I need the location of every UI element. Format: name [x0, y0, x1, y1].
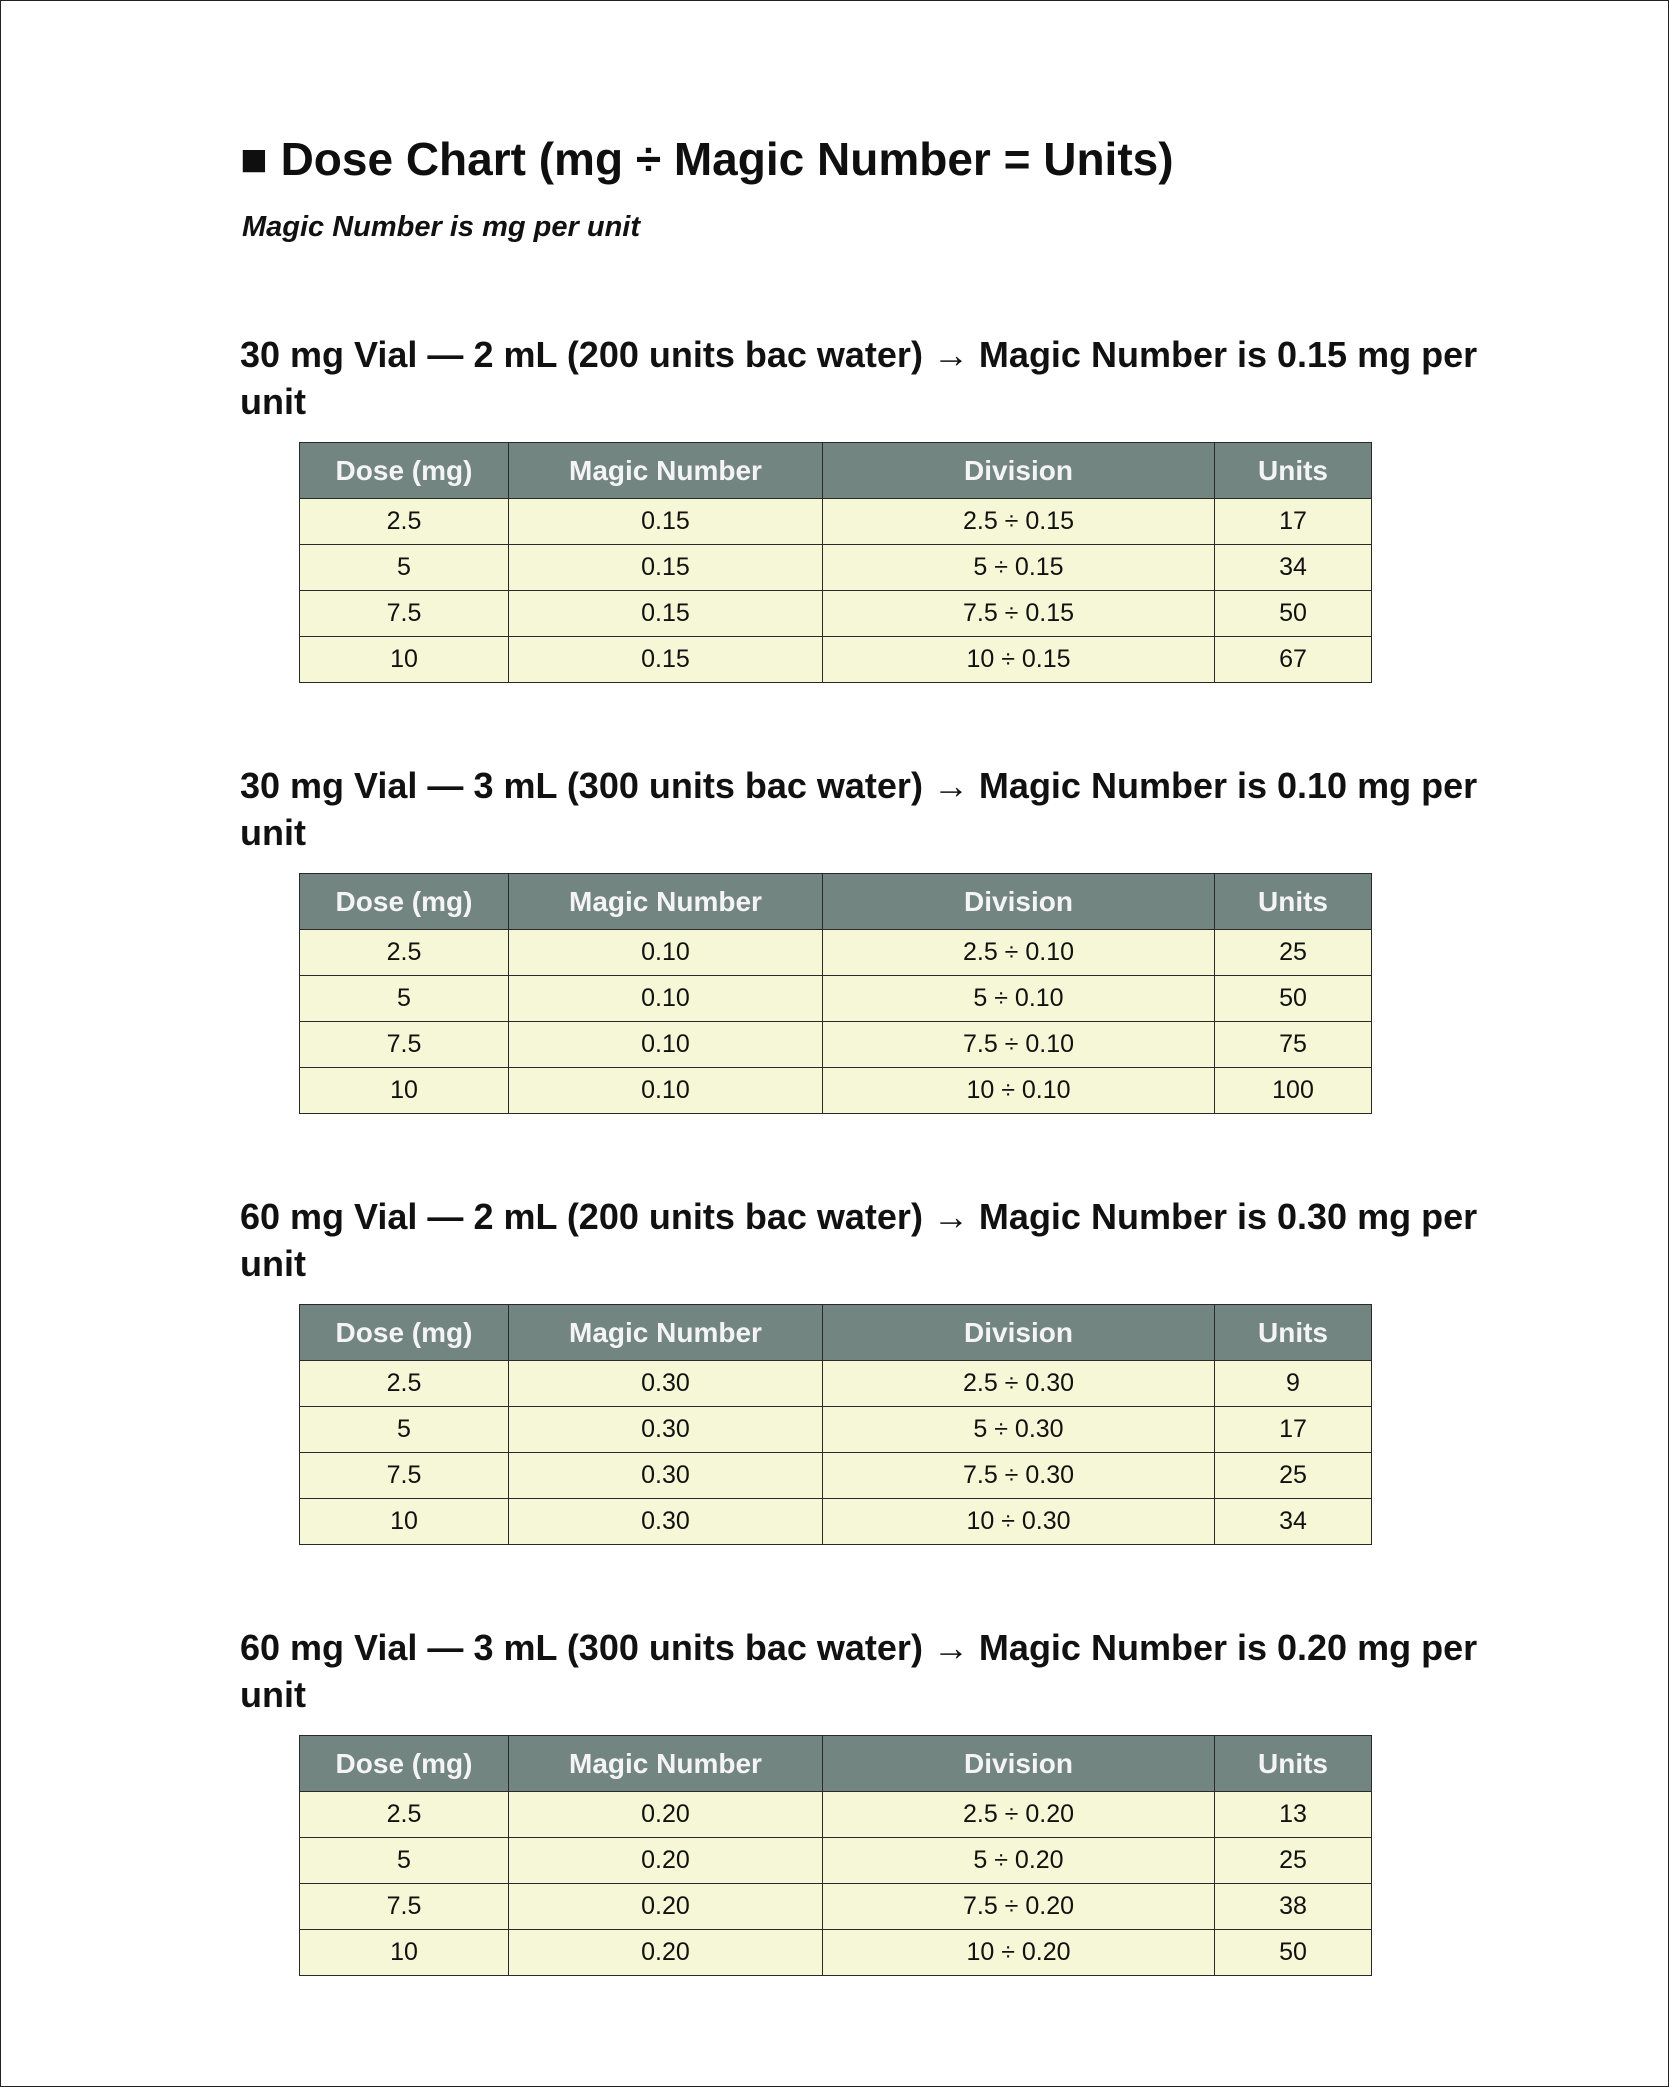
cell-division: 7.5 ÷ 0.10	[823, 1022, 1215, 1068]
header-division: Division	[823, 1736, 1215, 1792]
cell-magic-number: 0.30	[509, 1361, 823, 1407]
cell-magic-number: 0.30	[509, 1407, 823, 1453]
cell-dose: 5	[300, 545, 509, 591]
cell-magic-number: 0.10	[509, 1068, 823, 1114]
table-row	[300, 1068, 1372, 1114]
cell-units: 17	[1215, 1407, 1372, 1453]
cell-units: 25	[1215, 1838, 1372, 1884]
table-row	[300, 930, 1372, 976]
cell-units: 100	[1215, 1068, 1372, 1114]
cell-division: 5 ÷ 0.10	[823, 976, 1215, 1022]
dose-table	[299, 873, 1372, 1114]
cell-division: 2.5 ÷ 0.20	[823, 1792, 1215, 1838]
cell-dose: 2.5	[300, 1361, 509, 1407]
cell-dose: 7.5	[300, 1453, 509, 1499]
dose-section-30mg-2ml	[240, 331, 1480, 683]
header-division: Division	[823, 1305, 1215, 1361]
cell-dose: 7.5	[300, 1022, 509, 1068]
table-row	[300, 1792, 1372, 1838]
cell-magic-number: 0.30	[509, 1453, 823, 1499]
header-magic-number: Magic Number	[509, 1736, 823, 1792]
cell-dose: 5	[300, 976, 509, 1022]
cell-division: 5 ÷ 0.30	[823, 1407, 1215, 1453]
cell-division: 2.5 ÷ 0.30	[823, 1361, 1215, 1407]
dose-section-60mg-3ml	[240, 1624, 1480, 1976]
header-division: Division	[823, 874, 1215, 930]
cell-magic-number: 0.20	[509, 1838, 823, 1884]
table-row	[300, 1407, 1372, 1453]
cell-dose: 5	[300, 1407, 509, 1453]
cell-magic-number: 0.20	[509, 1930, 823, 1976]
cell-division: 10 ÷ 0.15	[823, 637, 1215, 683]
cell-units: 25	[1215, 1453, 1372, 1499]
page-subtitle: Magic Number is mg per unit	[242, 211, 640, 243]
cell-dose: 10	[300, 1930, 509, 1976]
table-row	[300, 1361, 1372, 1407]
cell-magic-number: 0.15	[509, 545, 823, 591]
header-units: Units	[1215, 1305, 1372, 1361]
cell-magic-number: 0.20	[509, 1884, 823, 1930]
header-dose: Dose (mg)	[300, 1736, 509, 1792]
cell-magic-number: 0.20	[509, 1792, 823, 1838]
cell-dose: 2.5	[300, 930, 509, 976]
cell-units: 38	[1215, 1884, 1372, 1930]
cell-units: 50	[1215, 1930, 1372, 1976]
cell-division: 10 ÷ 0.10	[823, 1068, 1215, 1114]
cell-magic-number: 0.30	[509, 1499, 823, 1545]
dose-table	[299, 1735, 1372, 1976]
cell-units: 25	[1215, 930, 1372, 976]
section-title: 30 mg Vial — 2 mL (200 units bac water) → Magic Number is 0.15 mg per unit	[240, 334, 1478, 422]
section-title: 30 mg Vial — 3 mL (300 units bac water) → Magic Number is 0.10 mg per unit	[240, 765, 1478, 853]
cell-dose: 10	[300, 1499, 509, 1545]
table-header-row	[300, 874, 1372, 930]
cell-units: 34	[1215, 545, 1372, 591]
header-magic-number: Magic Number	[509, 443, 823, 499]
dose-section-60mg-2ml	[240, 1193, 1480, 1545]
cell-division: 2.5 ÷ 0.15	[823, 499, 1215, 545]
cell-units: 17	[1215, 499, 1372, 545]
cell-units: 75	[1215, 1022, 1372, 1068]
dose-table	[299, 1304, 1372, 1545]
header-units: Units	[1215, 443, 1372, 499]
header-dose: Dose (mg)	[300, 1305, 509, 1361]
table-row	[300, 1499, 1372, 1545]
table-row	[300, 545, 1372, 591]
table-row	[300, 499, 1372, 545]
cell-dose: 10	[300, 1068, 509, 1114]
cell-division: 7.5 ÷ 0.30	[823, 1453, 1215, 1499]
header-dose: Dose (mg)	[300, 443, 509, 499]
cell-magic-number: 0.15	[509, 591, 823, 637]
table-row	[300, 1453, 1372, 1499]
header-units: Units	[1215, 1736, 1372, 1792]
table-row	[300, 591, 1372, 637]
cell-division: 2.5 ÷ 0.10	[823, 930, 1215, 976]
cell-dose: 10	[300, 637, 509, 683]
cell-division: 5 ÷ 0.15	[823, 545, 1215, 591]
header-magic-number: Magic Number	[509, 1305, 823, 1361]
section-title: 60 mg Vial — 3 mL (300 units bac water) → Magic Number is 0.20 mg per unit	[240, 1627, 1478, 1715]
cell-units: 13	[1215, 1792, 1372, 1838]
header-magic-number: Magic Number	[509, 874, 823, 930]
cell-magic-number: 0.15	[509, 637, 823, 683]
cell-magic-number: 0.10	[509, 930, 823, 976]
cell-units: 9	[1215, 1361, 1372, 1407]
cell-units: 50	[1215, 591, 1372, 637]
document-header	[240, 127, 1480, 247]
cell-units: 67	[1215, 637, 1372, 683]
header-dose: Dose (mg)	[300, 874, 509, 930]
cell-dose: 2.5	[300, 499, 509, 545]
cell-dose: 7.5	[300, 591, 509, 637]
table-row	[300, 637, 1372, 683]
table-row	[300, 1022, 1372, 1068]
cell-units: 50	[1215, 976, 1372, 1022]
table-header-row	[300, 1736, 1372, 1792]
cell-dose: 5	[300, 1838, 509, 1884]
table-header-row	[300, 443, 1372, 499]
cell-division: 10 ÷ 0.20	[823, 1930, 1215, 1976]
cell-magic-number: 0.10	[509, 976, 823, 1022]
table-row	[300, 976, 1372, 1022]
cell-magic-number: 0.10	[509, 1022, 823, 1068]
cell-units: 34	[1215, 1499, 1372, 1545]
cell-dose: 2.5	[300, 1792, 509, 1838]
dose-table	[299, 442, 1372, 683]
cell-division: 7.5 ÷ 0.15	[823, 591, 1215, 637]
dose-section-30mg-3ml	[240, 762, 1480, 1114]
table-row	[300, 1838, 1372, 1884]
table-row	[300, 1884, 1372, 1930]
cell-division: 10 ÷ 0.30	[823, 1499, 1215, 1545]
section-title: 60 mg Vial — 2 mL (200 units bac water) → Magic Number is 0.30 mg per unit	[240, 1196, 1478, 1284]
page-title: ■ Dose Chart (mg ÷ Magic Number = Units)	[240, 133, 1174, 185]
table-header-row	[300, 1305, 1372, 1361]
cell-dose: 7.5	[300, 1884, 509, 1930]
table-row	[300, 1930, 1372, 1976]
cell-magic-number: 0.15	[509, 499, 823, 545]
cell-division: 7.5 ÷ 0.20	[823, 1884, 1215, 1930]
header-units: Units	[1215, 874, 1372, 930]
header-division: Division	[823, 443, 1215, 499]
cell-division: 5 ÷ 0.20	[823, 1838, 1215, 1884]
